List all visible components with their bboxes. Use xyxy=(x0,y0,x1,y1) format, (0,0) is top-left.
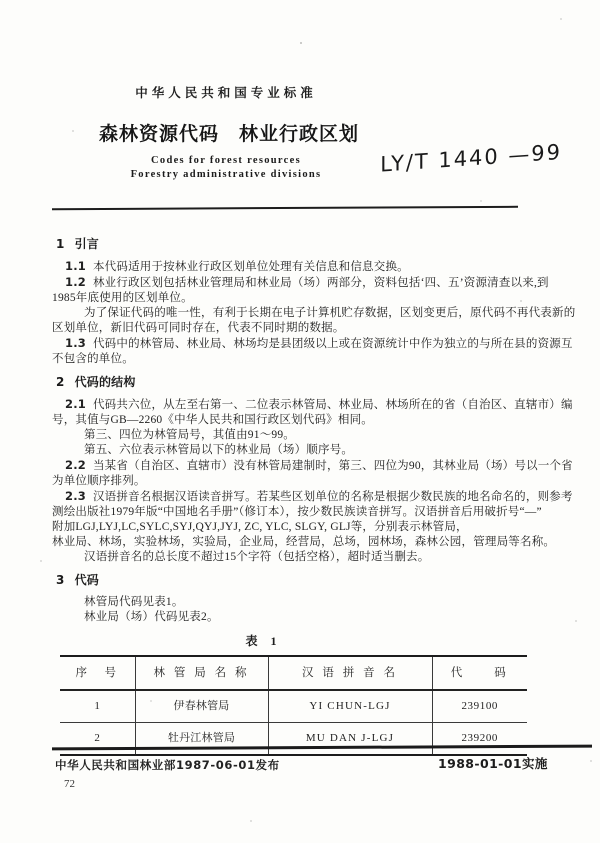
line-text: 区划单位，新旧代码可同时存在，代表不同时期的数据。 xyxy=(52,322,345,334)
table-cell: 1 xyxy=(60,690,135,723)
line-text: 1985年底使用的区划单位。 xyxy=(52,292,193,304)
text-line xyxy=(52,458,573,474)
line-text: 当某省（自治区、直辖市）没有林管局建制时，第三、四位为90，其林业局（场）号以一个省 xyxy=(92,460,573,472)
header-rule xyxy=(52,206,518,210)
clause-number: 2 xyxy=(56,375,65,389)
text-line xyxy=(52,489,573,505)
text-line xyxy=(52,474,534,489)
clause-number: 1.2 xyxy=(65,275,86,289)
section-heading xyxy=(52,237,534,252)
table1 xyxy=(60,655,527,756)
line-text: 第五、六位表示林管局以下的林业局（场）顺序号。 xyxy=(84,444,354,456)
table1-header-cell: 代 码 xyxy=(432,656,527,690)
table1-header-cell: 序 号 xyxy=(60,656,135,690)
table-cell: 239200 xyxy=(461,732,499,744)
table1-header-row xyxy=(60,656,527,690)
clause-number: 1 xyxy=(56,237,65,251)
body-lines xyxy=(52,237,576,625)
clause-number: 2.3 xyxy=(65,489,86,503)
line-text: 为了保证代码的唯一性，有利于长期在电子计算机贮存数据，区划变更后，原代码不再代表新的 xyxy=(84,307,576,319)
line-text: 代码共六位，从左至右第一、二位表示林管局、林业局、林场所在的省（自治区、直辖市）编 xyxy=(92,399,573,411)
line-text: 林业行政区划包括林业管理局和林业局（场）两部分，资料包括‘四、五’资源清查以来,到 xyxy=(92,277,549,289)
line-text: 代码的结构 xyxy=(74,375,136,389)
table-cell: MU DAN J-LGJ xyxy=(268,723,432,756)
text-line xyxy=(52,306,576,321)
table-row xyxy=(60,723,527,756)
text-line xyxy=(52,550,534,565)
table1-block xyxy=(60,634,527,756)
section-heading xyxy=(52,375,534,390)
table-cell: 牡丹江林管局 xyxy=(135,723,268,756)
footer-issued-text: 中华人民共和国林业部1987-06-01发布 xyxy=(55,758,280,772)
footer-effective-text: 1988-01-01实施 xyxy=(438,756,548,771)
clause-number: 3 xyxy=(56,573,65,587)
scan-speckles xyxy=(0,0,2,2)
line-text: 汉语拼音名根据汉语读音拼写。若某些区划单位的名称是根据少数民族的地名命名的，则参考 xyxy=(92,491,573,503)
standard-label: 中华人民共和国专业标准 xyxy=(135,85,317,100)
line-text: 林管局代码见表1。 xyxy=(84,596,184,608)
page-title: 森林资源代码 林业行政区划 xyxy=(98,123,359,145)
table-cell: 2 xyxy=(60,723,135,756)
line-text: 附加LGJ,LYJ,LC,SYLC,SYJ,QYJ,JYJ, ZC, YLC, SLGY, GLJ等，分别表示林管局， xyxy=(52,521,468,533)
text-line xyxy=(52,535,556,550)
table1-header-cell: 林 管 局 名 称 xyxy=(135,656,268,690)
text-line xyxy=(52,397,573,413)
line-text: 为单位顺序排列。 xyxy=(52,475,146,487)
text-line xyxy=(52,275,549,291)
table1-caption: 表 1 xyxy=(245,634,282,648)
line-text: 不包含的单位。 xyxy=(52,353,134,365)
table-row xyxy=(60,690,527,723)
text-line xyxy=(52,259,534,275)
line-text: 第三、四位为林管局号，其值由91～99。 xyxy=(84,429,295,441)
line-text: 代码 xyxy=(74,573,99,587)
text-line xyxy=(52,595,534,610)
english-subtitle-line-2: Forestry administrative divisions xyxy=(130,169,322,180)
text-line xyxy=(52,610,534,625)
handwritten-standard-number: LY/T 1440 —99 xyxy=(380,139,562,177)
text-line xyxy=(52,321,534,336)
text-line xyxy=(52,428,534,443)
document-body xyxy=(52,229,576,756)
text-line xyxy=(52,443,534,458)
line-text: 汉语拼音名的总长度不超过15个字符（包括空格），超时适当删去。 xyxy=(84,551,430,563)
text-line xyxy=(52,352,534,367)
section-heading xyxy=(52,573,534,588)
clause-number: 2.1 xyxy=(65,397,86,411)
clause-number: 1.3 xyxy=(65,336,86,350)
table-cell: YI CHUN-LGJ xyxy=(268,690,432,723)
line-text: 代码中的林管局、林业局、林场均是县团级以上或在资源统计中作为独立的与所在县的资源互 xyxy=(92,338,573,350)
table-cell: 239100 xyxy=(432,690,527,723)
table-cell: 伊春林管局 xyxy=(135,690,268,723)
line-text: 林业局（场）代码见表2。 xyxy=(84,611,219,623)
text-line xyxy=(52,413,534,428)
text-line xyxy=(52,291,534,306)
text-line xyxy=(52,505,542,520)
line-text: 本代码适用于按林业行政区划单位处理有关信息和信息交换。 xyxy=(92,261,409,273)
clause-number: 2.2 xyxy=(65,458,86,472)
line-text: 引言 xyxy=(74,237,99,251)
table1-header-cell: 汉 语 拼 音 名 xyxy=(268,656,432,690)
text-line xyxy=(52,520,534,535)
page-number: 72 xyxy=(64,778,75,790)
line-text: 号，其值与GB—2260《中华人民共和国行政区划代码》相同。 xyxy=(52,414,373,426)
english-subtitle-line-1: Codes for forest resources xyxy=(151,155,301,166)
line-text: 测绘出版社1979年版“中国地名手册”（修订本），按少数民族读音拼写。汉语拼音后用破折号“—” xyxy=(52,506,542,518)
text-line xyxy=(52,336,573,352)
line-text: 林业局、林场，实验林场，实验局，企业局，经营局，总场，园林场，森林公园，管理局等名称。 xyxy=(52,536,556,548)
clause-number: 1.1 xyxy=(65,259,86,273)
